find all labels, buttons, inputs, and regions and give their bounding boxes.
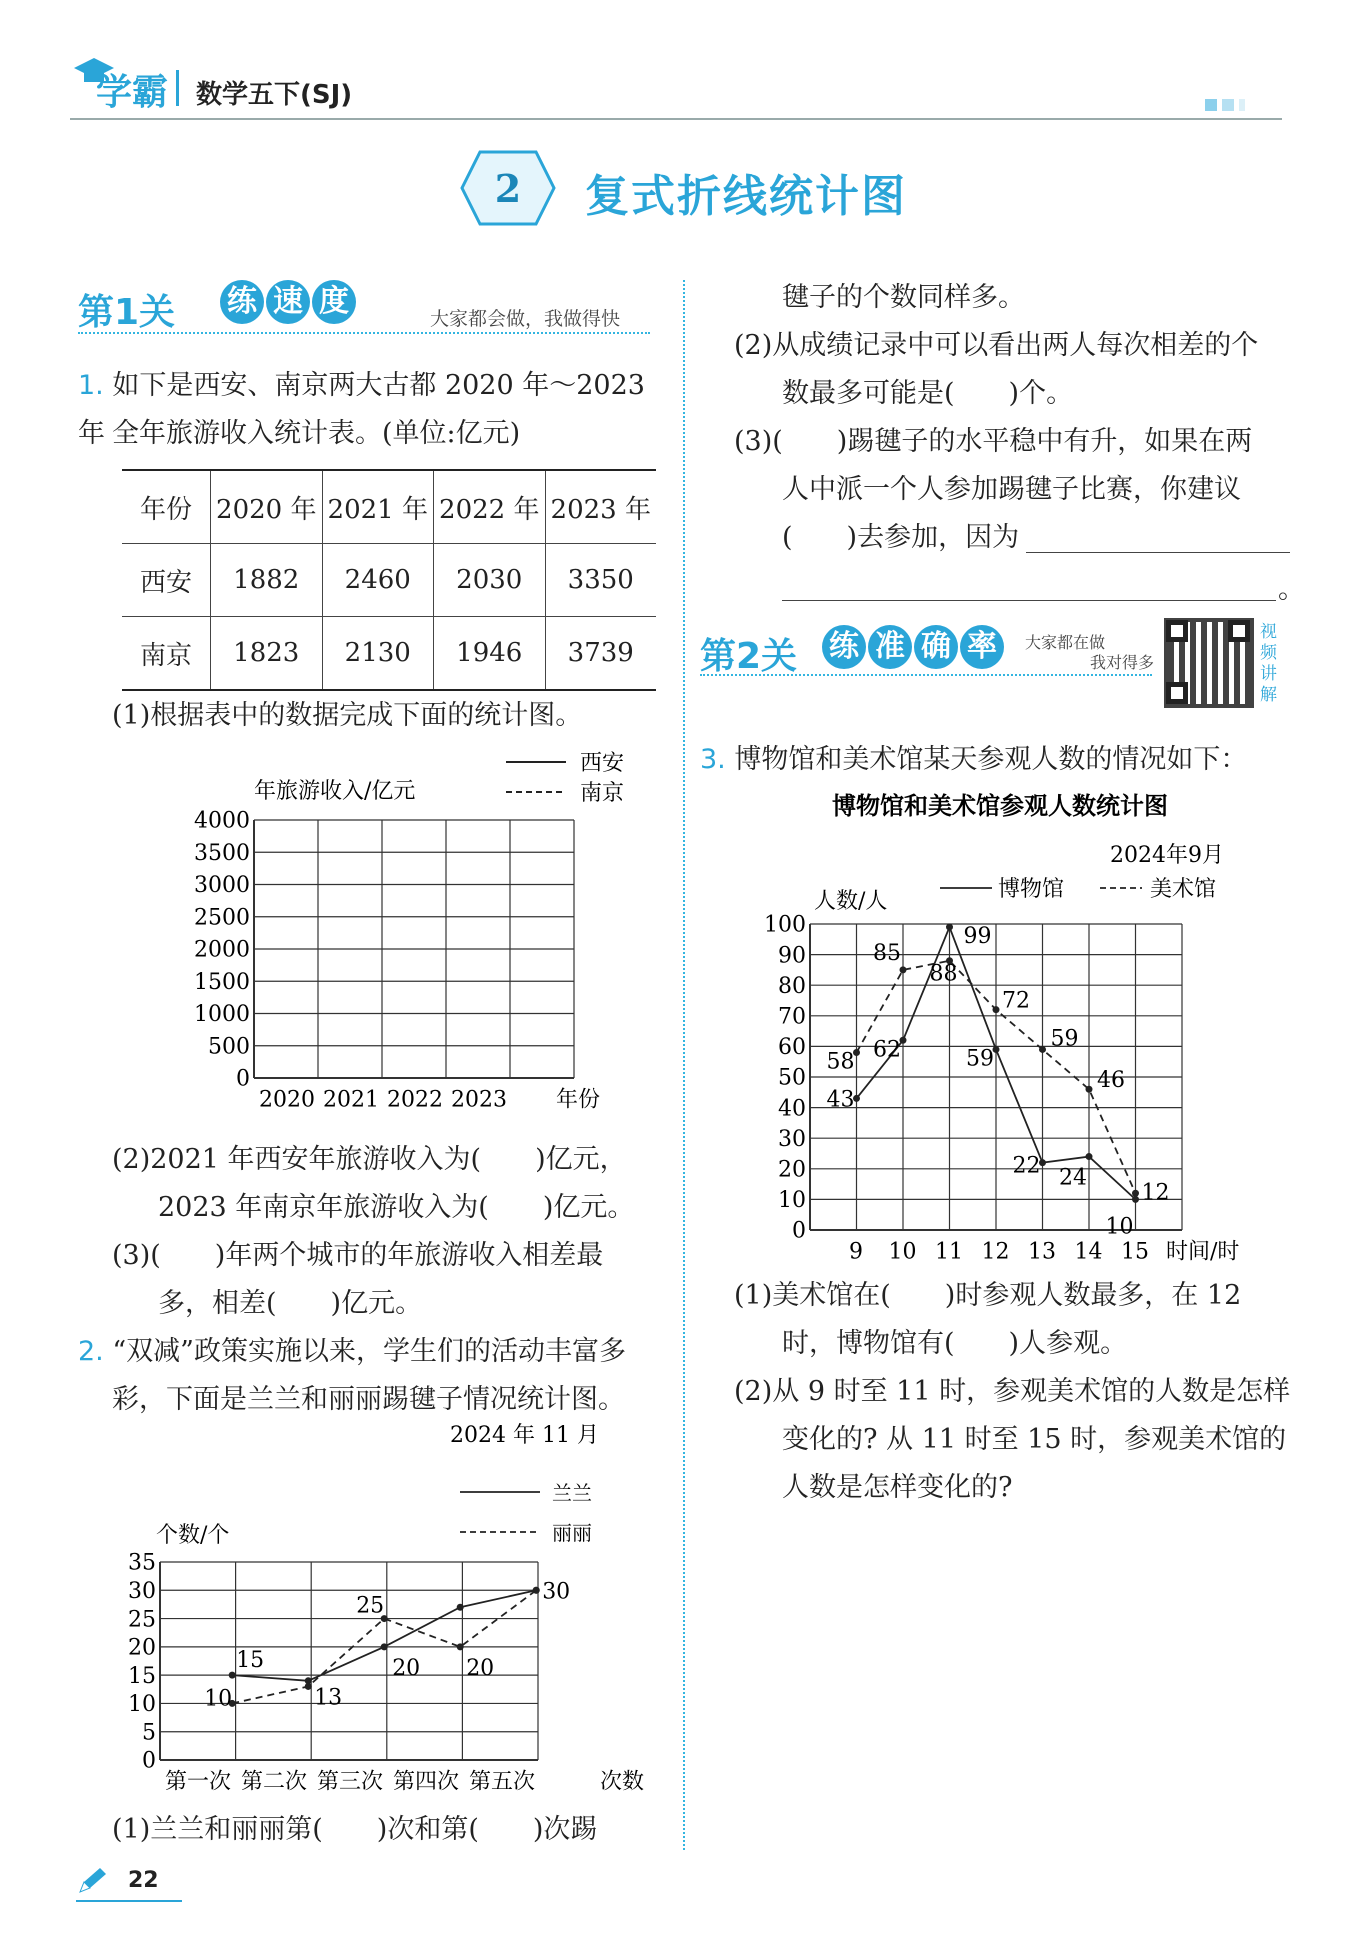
data-label: 10: [204, 1686, 233, 1712]
legend-label: 丽丽: [552, 1521, 592, 1545]
x-tick-label: 第一次: [164, 1769, 232, 1795]
table-row: [122, 617, 656, 691]
y-tick-label: 35: [128, 1550, 156, 1576]
data-label: 13: [314, 1685, 343, 1711]
table-cell: 2130: [322, 617, 434, 691]
data-point: [305, 1683, 312, 1690]
y-tick-label: 3500: [194, 840, 250, 866]
stage1-slogan: 大家都会做，我做得快: [430, 308, 621, 330]
stage2-slogan-line2: 我对得多: [1090, 653, 1155, 672]
section-number-hexagon: [458, 148, 558, 228]
qr-finder: [1166, 620, 1188, 642]
data-label: 59: [1050, 1026, 1079, 1052]
q2-text-line1: “双减”政策实施以来，学生们的活动丰富多: [112, 1336, 626, 1367]
badge-char: 准: [868, 625, 912, 669]
x-tick-label: 2020: [259, 1087, 315, 1113]
table-cell: 3350: [545, 544, 656, 617]
y-tick-label: 40: [778, 1096, 806, 1122]
data-label: 58: [826, 1049, 855, 1075]
qr-finder: [1166, 682, 1188, 704]
y-tick-label: 100: [764, 912, 806, 938]
table-cell: 1823: [211, 617, 323, 691]
x-tick-label: 9: [849, 1239, 863, 1264]
data-label: 25: [356, 1593, 385, 1619]
data-label: 10: [1105, 1214, 1134, 1240]
data-point: [900, 966, 907, 973]
y-axis-label: 个数/个: [156, 1523, 230, 1548]
q3-text-line1: 博物馆和美术馆某天参观人数的情况如下：: [734, 744, 1248, 775]
q1-text-line2: 全年旅游收入统计表。(单位:亿元): [112, 418, 521, 449]
x-tick-label: 第五次: [468, 1769, 536, 1795]
q1-sub3-line2: 多，相差( )亿元。: [158, 1288, 423, 1319]
q2-sub1: (1)兰兰和丽丽第( )次和第( )次踢: [112, 1814, 598, 1845]
stage1-badge: [220, 280, 356, 324]
legend-label: 南京: [580, 781, 625, 806]
data-label: 22: [1012, 1153, 1041, 1179]
section-title: 复式折线统计图: [585, 171, 907, 222]
x-tick-label: 第二次: [240, 1769, 308, 1795]
y-tick-label: 5: [142, 1720, 156, 1746]
y-tick-label: 2000: [194, 937, 250, 963]
legend-label: 博物馆: [998, 877, 1065, 902]
q2-sub3-end: 。: [1278, 574, 1305, 605]
stage2-label: 第2关: [700, 636, 798, 677]
y-tick-label: 10: [778, 1188, 806, 1214]
badge-char: 率: [960, 625, 1004, 669]
q3-number: 3.: [700, 744, 726, 775]
legend-label: 兰兰: [552, 1481, 592, 1505]
data-point: [457, 1643, 464, 1650]
q1-sub2-line1: (2)2021 年西安年旅游收入为( )亿元，: [112, 1144, 627, 1175]
footer-rule: [76, 1900, 182, 1902]
table-cell: 2460: [322, 544, 434, 617]
y-tick-label: 3000: [194, 873, 250, 899]
q1-sub3-line1: (3)( )年两个城市的年旅游收入相差最: [112, 1240, 604, 1271]
y-tick-label: 10: [128, 1692, 156, 1718]
q1-blank-chart: [170, 740, 650, 1130]
chart-subtitle: 2024 年 11 月: [450, 1423, 599, 1448]
page-number: 22: [128, 1868, 159, 1893]
stage2-slogan-line1: 大家都在做: [1025, 633, 1106, 652]
video-char: 解: [1260, 685, 1277, 705]
data-label: 59: [966, 1046, 994, 1072]
video-char: 讲: [1260, 664, 1277, 684]
x-tick-label: 2021: [323, 1087, 379, 1113]
y-tick-label: 70: [778, 1004, 806, 1030]
chart-title: 博物馆和美术馆参观人数统计图: [832, 791, 1168, 820]
y-tick-label: 0: [142, 1748, 156, 1774]
y-tick-label: 4000: [194, 808, 250, 834]
data-point: [1132, 1190, 1139, 1197]
y-tick-label: 30: [128, 1578, 156, 1604]
data-point: [533, 1587, 540, 1594]
y-tick-label: 0: [236, 1066, 250, 1092]
y-axis-label: 年旅游收入/亿元: [254, 779, 416, 804]
table-cell: 1882: [211, 544, 323, 617]
answer-blank-line[interactable]: [1026, 552, 1290, 553]
data-point: [457, 1604, 464, 1611]
y-tick-label: 30: [778, 1126, 806, 1152]
badge-char: 练: [822, 625, 866, 669]
book-title: 数学五下(SJ): [196, 80, 353, 110]
x-tick-label: 10: [888, 1239, 917, 1264]
legend-label: 西安: [580, 751, 625, 776]
badge-char: 确: [914, 625, 958, 669]
x-axis-label: 时间/时: [1166, 1239, 1240, 1264]
table-cell: 2030: [434, 544, 546, 617]
stage1-underline: [78, 332, 650, 334]
q2-sub2-line1: (2)从成绩记录中可以看出两人每次相差的个: [734, 330, 1259, 361]
y-tick-label: 20: [778, 1157, 806, 1183]
q1-table: [122, 469, 656, 691]
brand-name: 学霸: [96, 72, 169, 113]
video-char: 视: [1260, 622, 1277, 642]
q2-sub3-line3: ( )去参加，因为: [782, 522, 1020, 553]
column-divider: [683, 280, 685, 1850]
data-point: [1039, 1046, 1046, 1053]
q2-sub2-line2: 数最多可能是( )个。: [782, 378, 1074, 409]
table-cell: 1946: [434, 617, 546, 691]
data-label: 46: [1097, 1068, 1125, 1094]
header-decoration: [1205, 96, 1245, 115]
table-header: 年份: [122, 470, 211, 544]
stage2-badge: [822, 625, 1004, 669]
y-tick-label: 60: [778, 1035, 806, 1061]
pencil-icon: [76, 1866, 110, 1896]
q1-text-line1: 如下是西安、南京两大古都 2020 年～2023 年: [78, 370, 645, 449]
data-point: [381, 1643, 388, 1650]
q3-sub2-line1: (2)从 9 时至 11 时，参观美术馆的人数是怎样: [734, 1376, 1291, 1407]
q2-sub3-line2: 人中派一个人参加踢毽子比赛，你建议: [782, 474, 1241, 505]
svg-text:2: 2: [494, 166, 522, 211]
video-explain-label: [1260, 622, 1280, 706]
table-row: [122, 470, 656, 544]
table-cell: 西安: [122, 544, 211, 617]
q3-sub2-line2: 变化的? 从 11 时至 15 时，参观美术馆的: [782, 1424, 1287, 1455]
data-label: 85: [873, 940, 901, 966]
data-label: 20: [392, 1655, 421, 1681]
y-tick-label: 25: [128, 1607, 156, 1633]
x-tick-label: 第三次: [316, 1769, 384, 1795]
data-label: 99: [963, 924, 992, 950]
x-tick-label: 12: [981, 1239, 1010, 1264]
table-row: [122, 544, 656, 617]
x-tick-label: 11: [935, 1239, 963, 1264]
y-tick-label: 80: [778, 973, 806, 999]
data-point: [1086, 1153, 1093, 1160]
y-tick-label: 1500: [194, 969, 250, 995]
y-tick-label: 0: [792, 1218, 806, 1244]
chart-subtitle: 2024年9月: [1110, 843, 1224, 868]
q3-sub2-line3: 人数是怎样变化的?: [782, 1472, 1013, 1503]
qr-finder: [1228, 620, 1250, 642]
table-header: 2023 年: [545, 470, 656, 544]
q1-sub2-line2: 2023 年南京年旅游收入为( )亿元。: [158, 1192, 635, 1223]
data-label: 88: [929, 961, 958, 987]
data-label: 43: [826, 1087, 855, 1113]
data-label: 12: [1141, 1180, 1170, 1206]
table-cell: 3739: [545, 617, 656, 691]
q2-text-line2: 彩，下面是兰兰和丽丽踢毽子情况统计图。: [112, 1384, 625, 1415]
table-header: 2022 年: [434, 470, 546, 544]
data-point: [229, 1672, 236, 1679]
stage2-underline: [700, 674, 1152, 676]
x-tick-label: 13: [1028, 1239, 1056, 1264]
data-label: 62: [873, 1037, 901, 1063]
video-char: 频: [1260, 643, 1277, 663]
x-tick-label: 14: [1074, 1239, 1103, 1264]
data-label: 24: [1059, 1165, 1087, 1191]
legend-label: 美术馆: [1150, 877, 1217, 902]
q3-sub1-line2: 时，博物馆有( )人参观。: [782, 1328, 1128, 1359]
table-header: 2021 年: [322, 470, 434, 544]
x-axis-label: 年份: [556, 1087, 601, 1113]
y-tick-label: 500: [208, 1034, 250, 1060]
table-header: 2020 年: [211, 470, 323, 544]
data-point: [993, 1006, 1000, 1013]
data-label: 30: [542, 1579, 571, 1605]
data-point: [946, 924, 953, 931]
data-point: [1086, 1086, 1093, 1093]
q1-sub1: (1)根据表中的数据完成下面的统计图。: [112, 700, 583, 731]
q2-cont-line1: 毽子的个数同样多。: [782, 282, 1025, 313]
data-point: [1132, 1196, 1139, 1203]
x-tick-label: 15: [1121, 1239, 1149, 1264]
data-label: 20: [466, 1655, 495, 1681]
badge-char: 度: [312, 280, 356, 324]
badge-char: 速: [266, 280, 310, 324]
y-tick-label: 50: [778, 1065, 806, 1091]
stage1-label: 第1关: [78, 292, 176, 333]
q2-chart: [100, 1420, 660, 1800]
header-rule: [70, 118, 1282, 120]
q3-chart: [730, 784, 1270, 1264]
q2-number: 2.: [78, 1336, 104, 1367]
q2-sub3-line1: (3)( )踢毽子的水平稳中有升，如果在两: [734, 426, 1253, 457]
table-cell: 南京: [122, 617, 211, 691]
y-tick-label: 20: [128, 1635, 156, 1661]
q1-number: 1.: [78, 370, 104, 401]
y-tick-label: 90: [778, 943, 806, 969]
header-divider: [176, 70, 179, 106]
answer-blank-line[interactable]: [782, 600, 1276, 601]
y-tick-label: 1000: [194, 1002, 250, 1028]
q3-sub1-line1: (1)美术馆在( )时参观人数最多，在 12: [734, 1280, 1242, 1311]
x-axis-label: 次数: [600, 1769, 645, 1795]
x-tick-label: 第四次: [392, 1769, 460, 1795]
x-tick-label: 2023: [451, 1087, 507, 1113]
x-tick-label: 2022: [387, 1087, 443, 1113]
badge-char: 练: [220, 280, 264, 324]
y-axis-label: 人数/人: [814, 889, 888, 914]
y-tick-label: 15: [128, 1663, 156, 1689]
data-label: 72: [1002, 988, 1030, 1014]
y-tick-label: 2500: [194, 905, 250, 931]
data-label: 15: [236, 1648, 265, 1674]
